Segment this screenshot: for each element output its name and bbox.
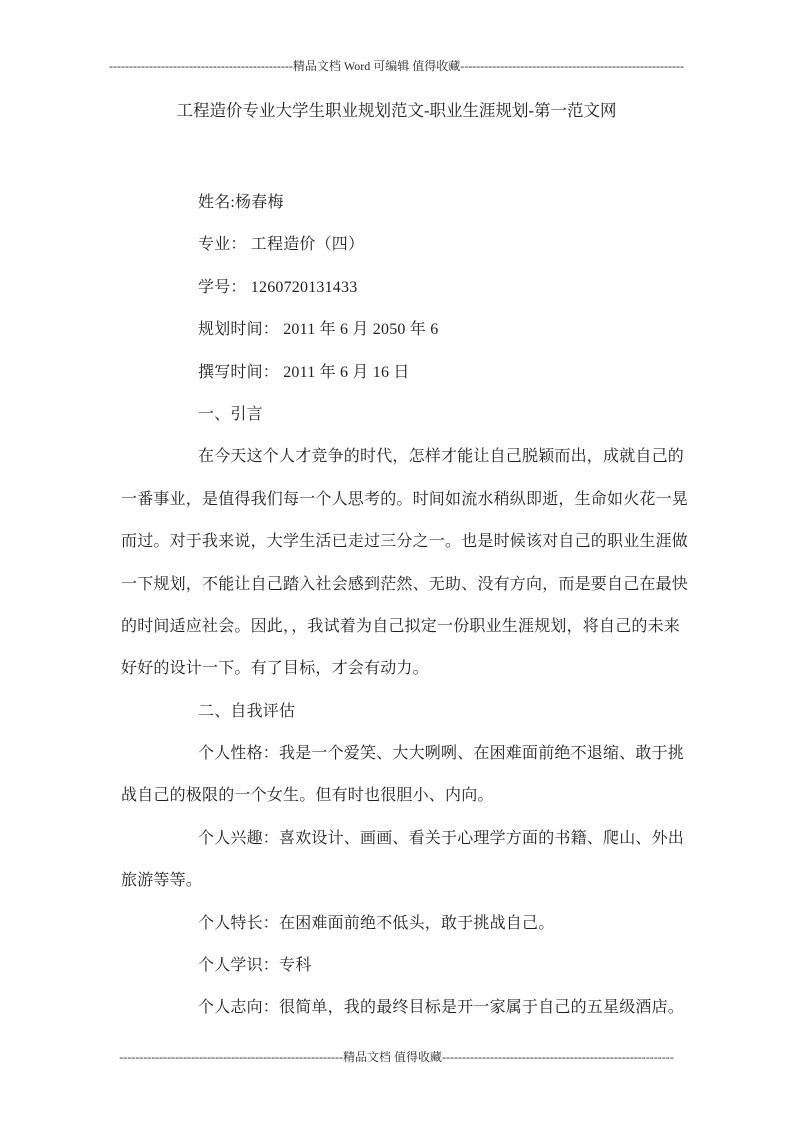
text-line: 姓名:杨春梅 <box>198 194 284 211</box>
document-body <box>121 182 687 1030</box>
text-line: 一番事业，是值得我们每一个人思考的。时间如流水稍纵即逝，生命如火花一晃 <box>121 490 689 508</box>
text-line: 一下规划，不能让自己踏入社会感到茫然、无助、没有方向，而是要自己在最快 <box>121 575 689 593</box>
text-line: 专业： 工程造价（四） <box>198 236 365 254</box>
text-line: 个人学识：专科 <box>198 957 312 975</box>
text-line: 个人兴趣：喜欢设计、画画、看关于心理学方面的书籍、爬山、外出 <box>198 829 685 847</box>
text-line: 一、引言 <box>198 405 263 423</box>
text-line: 而过。对于我来说，大学生活已走过三分之一。也是时候该对自己的职业生涯做 <box>121 533 689 551</box>
text-line: 战自己的极限的一个女生。但有时也很胆小、内向。 <box>121 787 494 805</box>
text-line: 个人志向：很简单，我的最终目标是开一家属于自己的五星级酒店。 <box>198 999 685 1017</box>
footer-band: --------------------------------------------------------精品文档 值得收藏---------------------------------------------------------- <box>119 1050 674 1064</box>
document-title: 工程造价专业大学生职业规划范文-职业生涯规划-第一范文网 <box>176 101 617 120</box>
text-line: 好好的设计一下。有了目标，才会有动力。 <box>121 660 429 678</box>
text-line: 旅游等等。 <box>121 872 203 890</box>
text-line: 的时间适应社会。因此，，我试着为自己拟定一份职业生涯规划，将自己的未来 <box>121 617 681 635</box>
text-line: 撰写时间： 2011 年 6 月 16 日 <box>198 363 410 381</box>
header-band: ----------------------------------------------精品文档 Word 可编辑 值得收藏-------------------------------------------------------- <box>109 59 684 73</box>
text-line: 个人特长：在困难面前绝不低头，敢于挑战自己。 <box>198 914 555 932</box>
text-line: 学号： 1260720131433 <box>198 278 358 296</box>
text-line: 规划时间： 2011 年 6 月 2050 年 6 <box>198 321 439 339</box>
text-line: 在今天这个人才竞争的时代，怎样才能让自己脱颖而出，成就自己的 <box>198 448 685 466</box>
text-line: 二、自我评估 <box>198 702 296 720</box>
text-line: 个人性格：我是一个爱笑、大大咧咧、在困难面前绝不退缩、敢于挑 <box>198 745 685 763</box>
